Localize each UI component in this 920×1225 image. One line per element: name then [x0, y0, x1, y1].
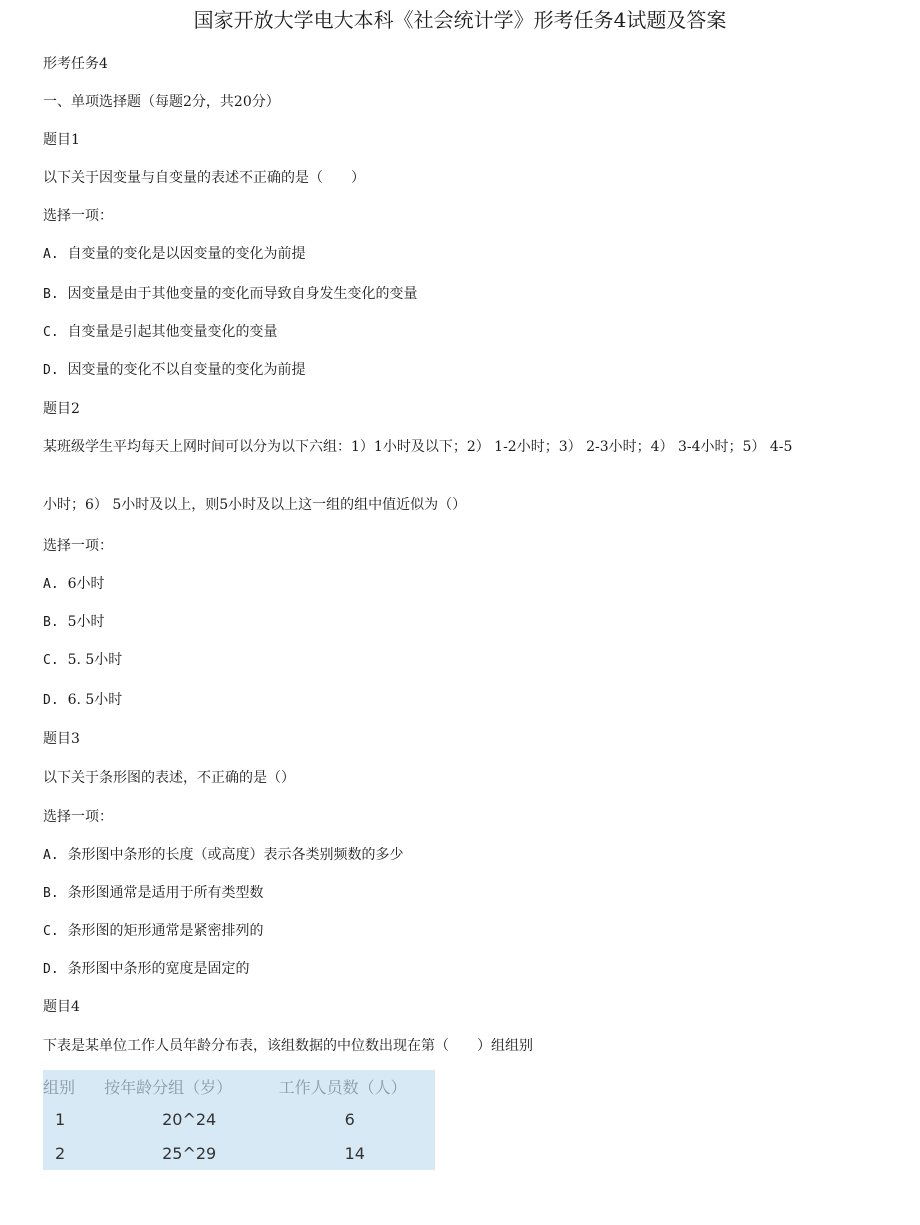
table-cell: 20^24	[162, 1109, 217, 1129]
option-text: 自变量的变化是以因变量的变化为前提	[67, 246, 306, 262]
section-heading: 一、单项选择题（每题2分，共20分）	[43, 94, 280, 110]
option-letter: D.	[43, 962, 59, 977]
option-text: 因变量的变化不以自变量的变化为前提	[67, 362, 306, 378]
option-letter: C.	[43, 325, 59, 340]
option-letter: B.	[43, 287, 59, 302]
table-row	[43, 1102, 435, 1136]
option-item	[43, 846, 404, 865]
option-text: 5. 5小时	[67, 652, 123, 668]
choose-one-label: 选择一项：	[43, 538, 113, 554]
question-label: 题目2	[43, 401, 80, 417]
option-text: 6. 5小时	[67, 692, 123, 708]
option-letter: A.	[43, 848, 59, 863]
option-letter: D.	[43, 693, 59, 708]
question-text: 以下关于因变量与自变量的表述不正确的是（ ）	[43, 170, 365, 186]
question-label: 题目4	[43, 999, 80, 1015]
task-heading: 形考任务4	[43, 56, 108, 72]
option-item	[43, 285, 418, 304]
question-label: 题目3	[43, 731, 80, 747]
option-letter: C.	[43, 653, 59, 668]
option-text: 因变量是由于其他变量的变化而导致自身发生变化的变量	[67, 286, 418, 302]
option-item	[43, 245, 306, 264]
option-letter: B.	[43, 615, 59, 630]
table-header-cell: 工作人员数（人）	[278, 1077, 407, 1097]
option-letter: A.	[43, 577, 59, 592]
choose-one-label: 选择一项：	[43, 809, 113, 825]
table-header-cell: 组别	[43, 1077, 76, 1097]
choose-one-label: 选择一项：	[43, 208, 113, 224]
option-item	[43, 361, 306, 380]
document-title: 国家开放大学电大本科《社会统计学》形考任务4试题及答案	[193, 8, 727, 32]
option-letter: C.	[43, 924, 59, 939]
option-text: 自变量是引起其他变量变化的变量	[67, 324, 278, 340]
age-distribution-table	[43, 1070, 435, 1170]
question-text: 下表是某单位工作人员年龄分布表，该组数据的中位数出现在第（ ）组组别	[43, 1038, 533, 1054]
question-text: 某班级学生平均每天上网时间可以分为以下六组：1）1小时及以下；2） 1-2小时；3） 2-3小时；4） 3-4小时；5） 4-5	[43, 439, 793, 455]
option-text: 6小时	[67, 576, 105, 592]
table-cell: 2	[55, 1143, 66, 1163]
option-text: 条形图的矩形通常是紧密排列的	[67, 923, 264, 939]
option-item	[43, 960, 250, 979]
option-item	[43, 691, 122, 710]
option-text: 条形图通常是适用于所有类型数	[67, 885, 264, 901]
option-item	[43, 575, 104, 594]
option-letter: A.	[43, 247, 59, 262]
table-cell: 1	[55, 1109, 66, 1129]
option-item	[43, 613, 104, 632]
question-text: 以下关于条形图的表述，不正确的是（）	[43, 770, 295, 786]
option-item	[43, 323, 278, 342]
option-item	[43, 922, 264, 941]
option-item	[43, 651, 122, 670]
option-text: 5小时	[67, 614, 105, 630]
table-cell: 25^29	[162, 1143, 217, 1163]
option-letter: D.	[43, 363, 59, 378]
table-header-cell: 按年龄分组（岁）	[104, 1077, 233, 1097]
table-row	[43, 1136, 435, 1170]
option-letter: B.	[43, 886, 59, 901]
table-header-row	[43, 1070, 435, 1102]
option-item	[43, 884, 264, 903]
table-cell: 6	[344, 1109, 355, 1129]
question-text-continued: 小时；6） 5小时及以上，则5小时及以上这一组的组中值近似为（）	[43, 497, 467, 513]
option-text: 条形图中条形的长度（或高度）表示各类别频数的多少	[67, 847, 404, 863]
table-cell: 14	[344, 1143, 365, 1163]
option-text: 条形图中条形的宽度是固定的	[67, 961, 250, 977]
question-label: 题目1	[43, 132, 80, 148]
